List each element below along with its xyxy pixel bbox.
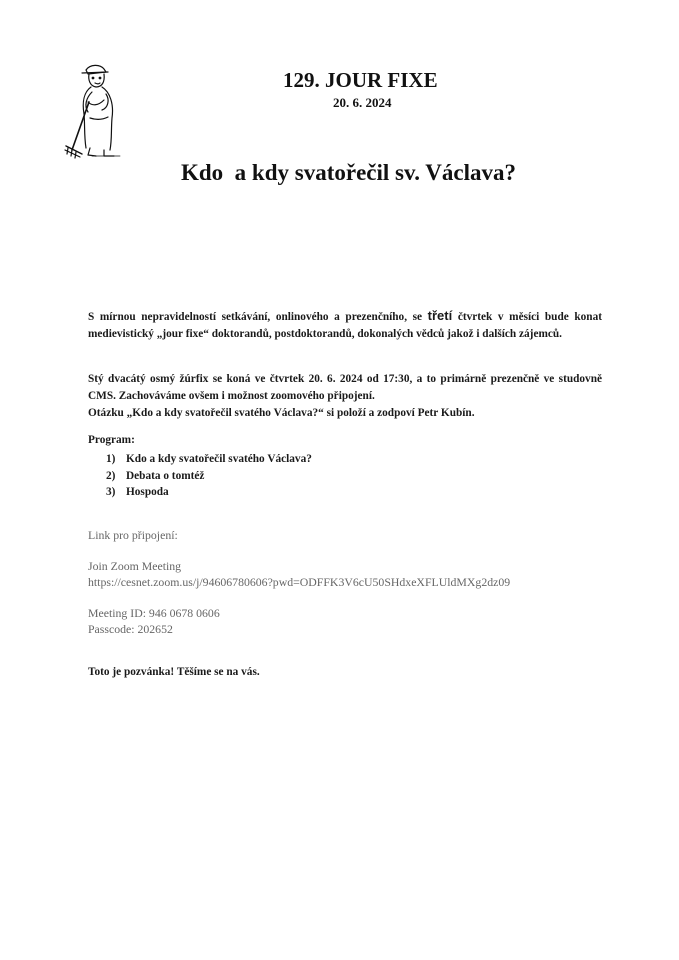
program-label: Program: — [88, 434, 135, 446]
program-item-number: 2) — [106, 469, 116, 482]
program-item-number: 1) — [106, 453, 116, 465]
intro-text-part2: čtvrtek v měsíci bude konat medievistický „jour fixe“ doktorandů, postdoktorandů, dokonalých vědců jakož i dalších zájemců. — [88, 311, 602, 340]
main-title: Kdo a kdy svatořečil sv. Václava? — [181, 160, 517, 185]
join-zoom-label: Join Zoom Meeting — [88, 559, 182, 573]
header-date: 20. 6. 2024 — [333, 95, 392, 110]
intro-highlight: třetí — [427, 308, 453, 323]
zoom-link[interactable]: https://cesnet.zoom.us/j/94606780606?pwd=ODFFK3V6cU50SHdxeXFLUldMXg2dz09 — [88, 575, 511, 589]
details-paragraph — [88, 371, 602, 422]
program-item — [106, 484, 312, 501]
details-line-1: Stý dvacátý osmý žúrfix se koná ve čtvrtek 20. 6. 2024 od 17:30, a to primárně prezenčně ve studovně CMS. Zachováváme ovšem i možnost zoomového připojení. — [88, 373, 602, 402]
meeting-id: Meeting ID: 946 0678 0606 — [88, 606, 220, 620]
sweeper-illustration — [62, 62, 124, 160]
program-item-text: Debata o tomtéž — [126, 469, 205, 482]
details-line-2: Otázku „Kdo a kdy svatořečil svatého Václava?“ si položí a zodpoví Petr Kubín. — [88, 407, 475, 419]
program-item — [106, 468, 312, 485]
closing-text: Toto je pozvánka! Těšíme se na vás. — [88, 666, 260, 678]
program-item-text: Hospoda — [126, 486, 169, 498]
program-item — [106, 451, 312, 468]
program-item-number: 3) — [106, 486, 116, 498]
program-item-text: Kdo a kdy svatořečil svatého Václava? — [126, 453, 312, 465]
connection-label: Link pro připojení: — [88, 528, 178, 542]
program-list — [106, 451, 312, 501]
intro-text-part1: S mírnou nepravidelností setkávání, onlinového a prezenčního, se — [88, 311, 428, 323]
intro-paragraph — [88, 307, 602, 343]
passcode: Passcode: 202652 — [88, 622, 173, 636]
header-title: 129. JOUR FIXE — [283, 68, 438, 92]
